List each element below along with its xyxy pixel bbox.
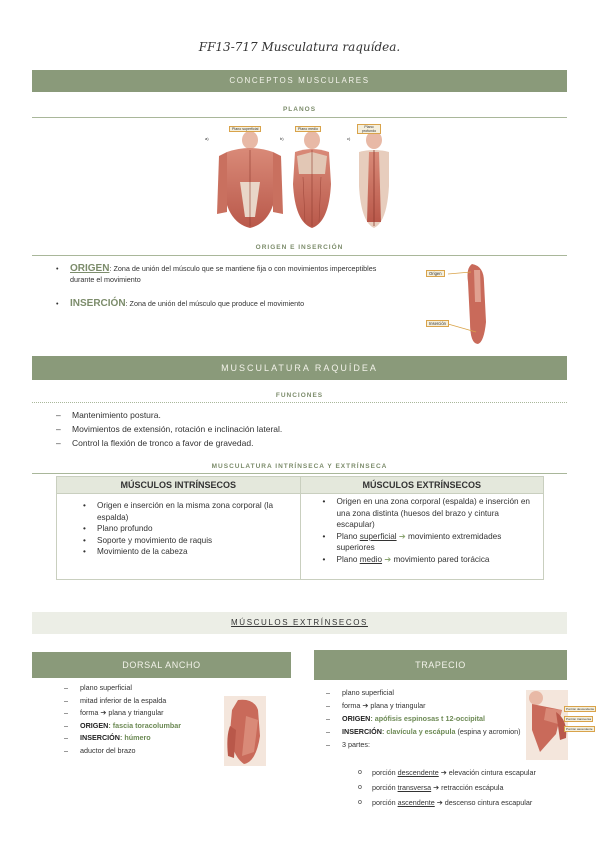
trapecio-item <box>326 725 526 738</box>
section-banner-raquidea: MUSCULATURA RAQUÍDEA <box>32 356 567 380</box>
arrow-icon: ➔ <box>398 531 406 541</box>
trapecio-insercion-term: INSERCIÓN <box>342 727 382 736</box>
extrinseco-item <box>321 554 538 566</box>
intrinseco-item: • Plano profundo <box>81 523 294 535</box>
parte-action: descenso cintura escapular <box>442 798 533 807</box>
trapecio-list <box>326 686 526 751</box>
trapecio-origen-value: : apófisis espinosas t 12-occipital <box>370 714 485 723</box>
arrow-icon: ➔ <box>384 554 392 564</box>
parte-name: ascendente <box>397 798 435 807</box>
funciones-list <box>56 408 456 450</box>
insercion-definition: : Zona de unión del músculo que produce el movimiento <box>125 299 305 308</box>
extr-text: Plano <box>336 531 360 541</box>
trapecio-illustration <box>526 690 568 760</box>
trapecio-parte <box>354 796 554 809</box>
fig-label-origen: Origen <box>426 270 445 277</box>
page-title: FF13-717 Musculatura raquídea. <box>198 40 401 54</box>
plane-label-profundo: Plano profundo <box>357 124 381 134</box>
parte-name: descendente <box>397 768 439 777</box>
extr-text: movimiento pared torácica <box>391 554 490 564</box>
intrinseco-item: • Origen e inserción en la misma zona corporal (la espalda) <box>81 500 294 523</box>
trapecio-forma-label: forma <box>342 701 363 710</box>
trapecio-parte <box>354 781 554 794</box>
parte-pre: porción <box>372 783 398 792</box>
col-header-intrinsecos: MÚSCULOS INTRÍNSECOS <box>57 477 301 494</box>
origen-term: ORIGEN <box>70 263 110 274</box>
dorsal-insercion-term: INSERCIÓN <box>80 733 120 742</box>
trapecio-item <box>326 699 526 712</box>
extrinsecos-list <box>307 496 538 565</box>
trapecio-label-transversa: Porción transversa <box>566 717 592 721</box>
parte-name: transversa <box>397 783 432 792</box>
funcion-item: – Control la flexión de tronco a favor de gravedad. <box>56 436 456 450</box>
planes-figure <box>205 122 395 232</box>
dorsal-insercion-value: : húmero <box>119 733 151 742</box>
extr-text: Plano <box>336 554 360 564</box>
origen-rule <box>32 255 567 256</box>
back-figure-superficial <box>217 131 283 228</box>
dorsal-item <box>64 732 234 745</box>
extr-medio: medio <box>359 554 383 564</box>
section-banner-conceptos: CONCEPTOS MUSCULARES <box>32 70 567 92</box>
trapecio-item <box>326 712 526 725</box>
insercion-item <box>54 298 394 309</box>
funcion-item: – Movimientos de extensión, rotación e inclinación lateral. <box>56 422 456 436</box>
trapecio-item: – plano superficial <box>326 686 526 699</box>
dorsal-item <box>64 707 234 720</box>
dorsal-origen-term: ORIGEN <box>80 720 109 730</box>
section-banner-extrinsecos <box>32 612 567 634</box>
trapecio-label-descendente: Porción descendente <box>566 707 595 711</box>
dorsal-item: – plano superficial <box>64 682 234 695</box>
parte-pre: porción <box>372 798 398 807</box>
extr-superficial: superficial <box>359 531 397 541</box>
planos-heading: PLANOS <box>282 106 317 113</box>
dorsal-forma-value: plana y triangular <box>106 708 164 717</box>
intrinsecos-cell <box>57 494 301 580</box>
arrow-icon: ➔ <box>433 783 440 792</box>
dorsal-item <box>64 720 234 733</box>
extrinseco-item <box>321 531 538 554</box>
arrow-icon: ➔ <box>100 708 107 717</box>
dorsal-item: – aductor del brazo <box>64 745 234 758</box>
trapecio-insercion-value: : clavícula y escápula <box>381 727 456 736</box>
extrinseco-item: • Origen en una zona corporal (espalda) e inserción en una zona distinta (huesos del brazo y cintura escapular) <box>321 496 538 531</box>
trapecio-parte <box>354 766 554 779</box>
extrinsecos-cell <box>300 494 544 580</box>
dorsal-list <box>64 682 234 757</box>
trapecio-insercion-extra: (espina y acromion) <box>455 727 521 736</box>
intr-ext-heading: MUSCULATURA INTRÍNSECA Y EXTRÍNSECA <box>211 463 388 470</box>
funcion-item: – Mantenimiento postura. <box>56 408 456 422</box>
planos-rule <box>32 117 567 118</box>
dorsal-figure <box>224 696 266 766</box>
plane-label-medio: Plano medio <box>295 126 321 132</box>
intrinsecos-list <box>63 496 294 558</box>
dorsal-ancho-illustration <box>224 696 266 766</box>
plane-label-superficial: Plano superficial <box>229 126 261 132</box>
arrow-icon: ➔ <box>436 798 443 807</box>
intrinseco-item: • Movimiento de la cabeza <box>81 546 294 558</box>
trapecio-header: TRAPECIO <box>314 650 567 680</box>
parte-action: retracción escápula <box>439 783 504 792</box>
back-muscles-illustration <box>205 122 395 232</box>
trapecio-item: – 3 partes: <box>326 738 526 751</box>
arm-figure <box>424 262 499 346</box>
plane-letter-a: a) <box>205 136 209 141</box>
trapecio-figure <box>526 690 595 760</box>
trapecio-label-ascendente: Porción ascendente <box>566 727 593 731</box>
origen-item <box>54 263 394 285</box>
dorsal-ancho-header: DORSAL ANCHO <box>32 652 291 678</box>
back-figure-profundo <box>359 131 389 228</box>
parte-action: elevación cintura escapular <box>446 768 536 777</box>
trapecio-origen-term: ORIGEN <box>342 714 371 723</box>
muscles-comparison-table <box>56 476 544 580</box>
dorsal-forma-label: forma <box>80 708 101 717</box>
extrinsecos-title: MÚSCULOS EXTRÍNSECOS <box>231 618 368 627</box>
back-figure-medio <box>293 131 331 228</box>
origen-insercion-heading: ORIGEN E INSERCIÓN <box>255 244 344 251</box>
trapecio-forma-value: plana y triangular <box>368 701 426 710</box>
funciones-heading: FUNCIONES <box>275 392 324 399</box>
col-header-extrinsecos: MÚSCULOS EXTRÍNSECOS <box>300 477 544 494</box>
origen-insercion-list <box>54 263 394 309</box>
dorsal-origen-value: : fascia toracolumbar <box>108 720 182 730</box>
arrow-icon: ➔ <box>362 701 369 710</box>
intrinseco-item: • Soporte y movimiento de raquis <box>81 535 294 547</box>
extr-text: movimiento extremidades superiores <box>336 531 502 552</box>
funciones-rule <box>32 402 567 403</box>
plane-letter-c: c) <box>347 136 351 141</box>
intr-ext-rule <box>32 473 567 474</box>
dorsal-item: – mitad inferior de la espalda <box>64 695 234 708</box>
fig-label-insercion: Inserción <box>426 320 449 327</box>
arrow-icon: ➔ <box>440 768 447 777</box>
insercion-term: INSERCIÓN <box>70 298 126 309</box>
trapecio-partes-list <box>354 766 554 809</box>
parte-pre: porción <box>372 768 398 777</box>
plane-letter-b: b) <box>280 136 284 141</box>
origen-definition: : Zona de unión del músculo que se mantiene fija o con movimientos imperceptibles durante el movimiento <box>70 264 377 284</box>
